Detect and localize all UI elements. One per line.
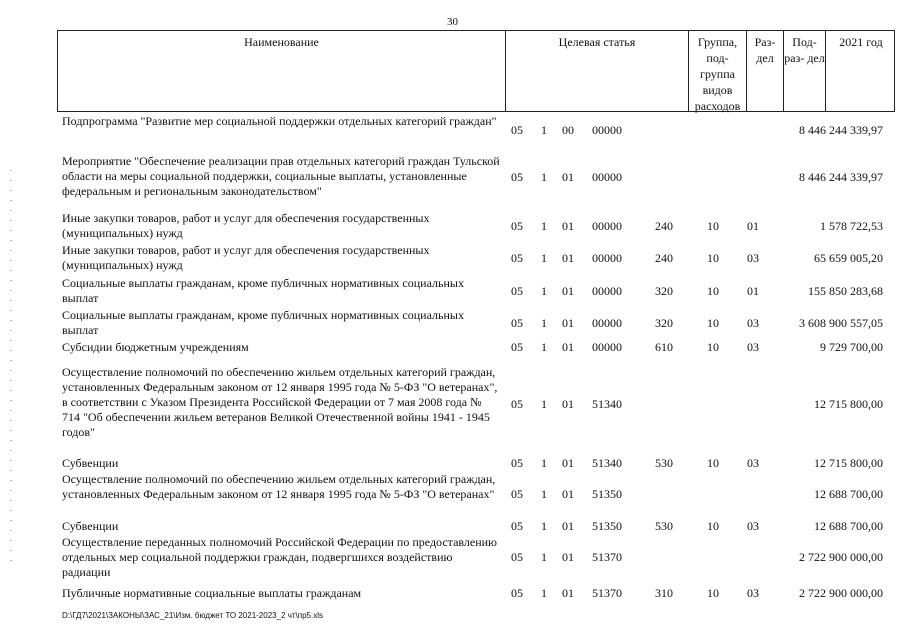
row-code-1: 05	[511, 219, 523, 233]
row-amount: 12 688 700,00	[814, 519, 883, 533]
row-code-3: 01	[562, 316, 574, 330]
header-subsection: Под- раз- дел	[784, 31, 826, 111]
table-header	[57, 30, 895, 112]
row-code-2: 1	[541, 170, 547, 184]
row-section: 10	[707, 586, 719, 600]
row-code-3: 01	[562, 456, 574, 470]
row-amount: 155 850 283,68	[808, 284, 883, 298]
row-code-2: 1	[541, 316, 547, 330]
row-code-2: 1	[541, 397, 547, 411]
row-section: 10	[707, 456, 719, 470]
table-row	[0, 340, 905, 358]
row-group: 530	[655, 456, 673, 470]
row-code-3: 01	[562, 586, 574, 600]
row-code-2: 1	[541, 219, 547, 233]
row-amount: 3 608 900 557,05	[799, 316, 883, 330]
row-code-1: 05	[511, 123, 523, 137]
row-amount: 1 578 722,53	[820, 219, 883, 233]
header-year: 2021 год	[839, 35, 883, 49]
row-code-1: 05	[511, 251, 523, 265]
page-number: 30	[447, 16, 458, 28]
row-group: 530	[655, 519, 673, 533]
row-code-1: 05	[511, 284, 523, 298]
row-group: 610	[655, 340, 673, 354]
table-row	[0, 308, 905, 340]
row-section: 10	[707, 251, 719, 265]
row-amount: 12 715 800,00	[814, 456, 883, 470]
row-code-3: 01	[562, 340, 574, 354]
header-name: Наименование	[58, 31, 506, 111]
row-code-3: 01	[562, 519, 574, 533]
row-group: 320	[655, 316, 673, 330]
row-group: 240	[655, 219, 673, 233]
file-path-footer: D:\ГД7\2021\ЗАКОНЫ\ЗАС_21\Изм. бюджет ТО 2021-2023_2 чт\пр5.xls	[62, 611, 324, 620]
row-amount: 9 729 700,00	[820, 340, 883, 354]
row-section: 10	[707, 316, 719, 330]
row-section: 10	[707, 519, 719, 533]
row-code-4: 00000	[592, 340, 622, 354]
header-expense-group: Группа, под- группа видов расходов	[689, 31, 747, 111]
row-name: Субсидии бюджетным учреждениям	[62, 340, 249, 354]
row-code-2: 1	[541, 519, 547, 533]
row-name: Социальные выплаты гражданам, кроме публичных нормативных социальных выплат	[62, 308, 464, 337]
row-amount: 65 659 005,20	[814, 251, 883, 265]
row-code-3: 01	[562, 251, 574, 265]
row-section: 10	[707, 284, 719, 298]
row-code-1: 05	[511, 397, 523, 411]
row-code-1: 05	[511, 316, 523, 330]
row-name: Осуществление переданных полномочий Российской Федерации по предоставлению отдельных мер социальной поддержки граждан, подвергшихся воздействию радиации	[62, 535, 498, 579]
row-code-1: 05	[511, 340, 523, 354]
row-code-4: 00000	[592, 316, 622, 330]
row-name: Субвенции	[62, 456, 119, 470]
row-code-4: 00000	[592, 123, 622, 137]
row-code-4: 51350	[592, 487, 622, 501]
row-code-4: 00000	[592, 219, 622, 233]
row-code-3: 01	[562, 284, 574, 298]
row-name: Социальные выплаты гражданам, кроме публичных нормативных социальных выплат	[62, 276, 464, 305]
row-subsection: 03	[747, 519, 759, 533]
table-body	[0, 112, 905, 612]
row-subsection: 03	[747, 251, 759, 265]
row-code-3: 01	[562, 219, 574, 233]
row-code-4: 51370	[592, 586, 622, 600]
row-code-4: 51340	[592, 397, 622, 411]
row-code-2: 1	[541, 487, 547, 501]
row-code-3: 01	[562, 487, 574, 501]
row-code-3: 01	[562, 397, 574, 411]
row-code-4: 51340	[592, 456, 622, 470]
row-name: Мероприятие "Обеспечение реализации прав отдельных категорий граждан Тульской области на меры социальной поддержки, социальные выплаты, установленные федеральным и региональным законодательством"	[62, 154, 500, 198]
row-code-4: 00000	[592, 170, 622, 184]
row-subsection: 01	[747, 219, 759, 233]
row-code-2: 1	[541, 284, 547, 298]
row-amount: 12 688 700,00	[814, 487, 883, 501]
row-code-3: 00	[562, 123, 574, 137]
row-code-2: 1	[541, 340, 547, 354]
row-code-1: 05	[511, 586, 523, 600]
table-row	[0, 154, 905, 202]
table-row	[0, 243, 905, 275]
row-amount: 8 446 244 339,97	[799, 123, 883, 137]
row-name: Иные закупки товаров, работ и услуг для обеспечения государственных (муниципальных) нужд	[62, 243, 430, 272]
row-code-2: 1	[541, 251, 547, 265]
row-code-2: 1	[541, 550, 547, 564]
row-code-1: 05	[511, 487, 523, 501]
margin-dots	[10, 170, 12, 570]
row-code-3: 01	[562, 170, 574, 184]
row-subsection: 03	[747, 316, 759, 330]
row-name: Иные закупки товаров, работ и услуг для обеспечения государственных (муниципальных) нужд	[62, 211, 430, 240]
row-amount: 12 715 800,00	[814, 397, 883, 411]
row-subsection: 01	[747, 284, 759, 298]
row-name: Публичные нормативные социальные выплаты гражданам	[62, 586, 362, 600]
row-subsection: 03	[747, 456, 759, 470]
row-subsection: 03	[747, 340, 759, 354]
header-target-article: Целевая статья	[506, 31, 689, 111]
row-amount: 2 722 900 000,00	[799, 586, 883, 600]
row-code-1: 05	[511, 550, 523, 564]
row-name: Осуществление полномочий по обеспечению жильем отдельных категорий граждан, установленных Федеральным законом от 12 января 1995 года № 5-ФЗ "О ветеранах"	[62, 472, 496, 501]
row-code-2: 1	[541, 586, 547, 600]
header-section: Раз- дел	[747, 31, 784, 111]
table-row	[0, 586, 905, 602]
row-code-1: 05	[511, 170, 523, 184]
table-row	[0, 365, 905, 445]
row-name: Подпрограмма "Развитие мер социальной поддержки отдельных категорий граждан"	[62, 114, 497, 128]
row-amount: 8 446 244 339,97	[799, 170, 883, 184]
row-code-4: 51370	[592, 550, 622, 564]
table-row	[0, 535, 905, 581]
table-row	[0, 472, 905, 518]
row-subsection: 03	[747, 586, 759, 600]
row-group: 310	[655, 586, 673, 600]
row-name: Субвенции	[62, 519, 119, 533]
row-code-2: 1	[541, 123, 547, 137]
row-code-4: 00000	[592, 284, 622, 298]
row-code-1: 05	[511, 519, 523, 533]
row-code-2: 1	[541, 456, 547, 470]
row-section: 10	[707, 219, 719, 233]
row-code-1: 05	[511, 456, 523, 470]
table-row	[0, 519, 905, 535]
table-row	[0, 211, 905, 243]
table-row	[0, 114, 905, 148]
row-code-4: 00000	[592, 251, 622, 265]
table-row	[0, 456, 905, 472]
row-code-3: 01	[562, 550, 574, 564]
row-amount: 2 722 900 000,00	[799, 550, 883, 564]
row-code-4: 51350	[592, 519, 622, 533]
row-section: 10	[707, 340, 719, 354]
row-name: Осуществление полномочий по обеспечению жильем отдельных категорий граждан, установленных Федеральным законом от 12 января 1995 года № 5-ФЗ "О ветеранах", в соответствии с Указом Президента Российской Федерации от 7 мая 2008 года № 714 "Об обеспечении жильем ветеранов Великой Отечественной войны 1941 - 1945 годов"	[62, 365, 498, 439]
row-group: 320	[655, 284, 673, 298]
row-group: 240	[655, 251, 673, 265]
table-row	[0, 276, 905, 308]
